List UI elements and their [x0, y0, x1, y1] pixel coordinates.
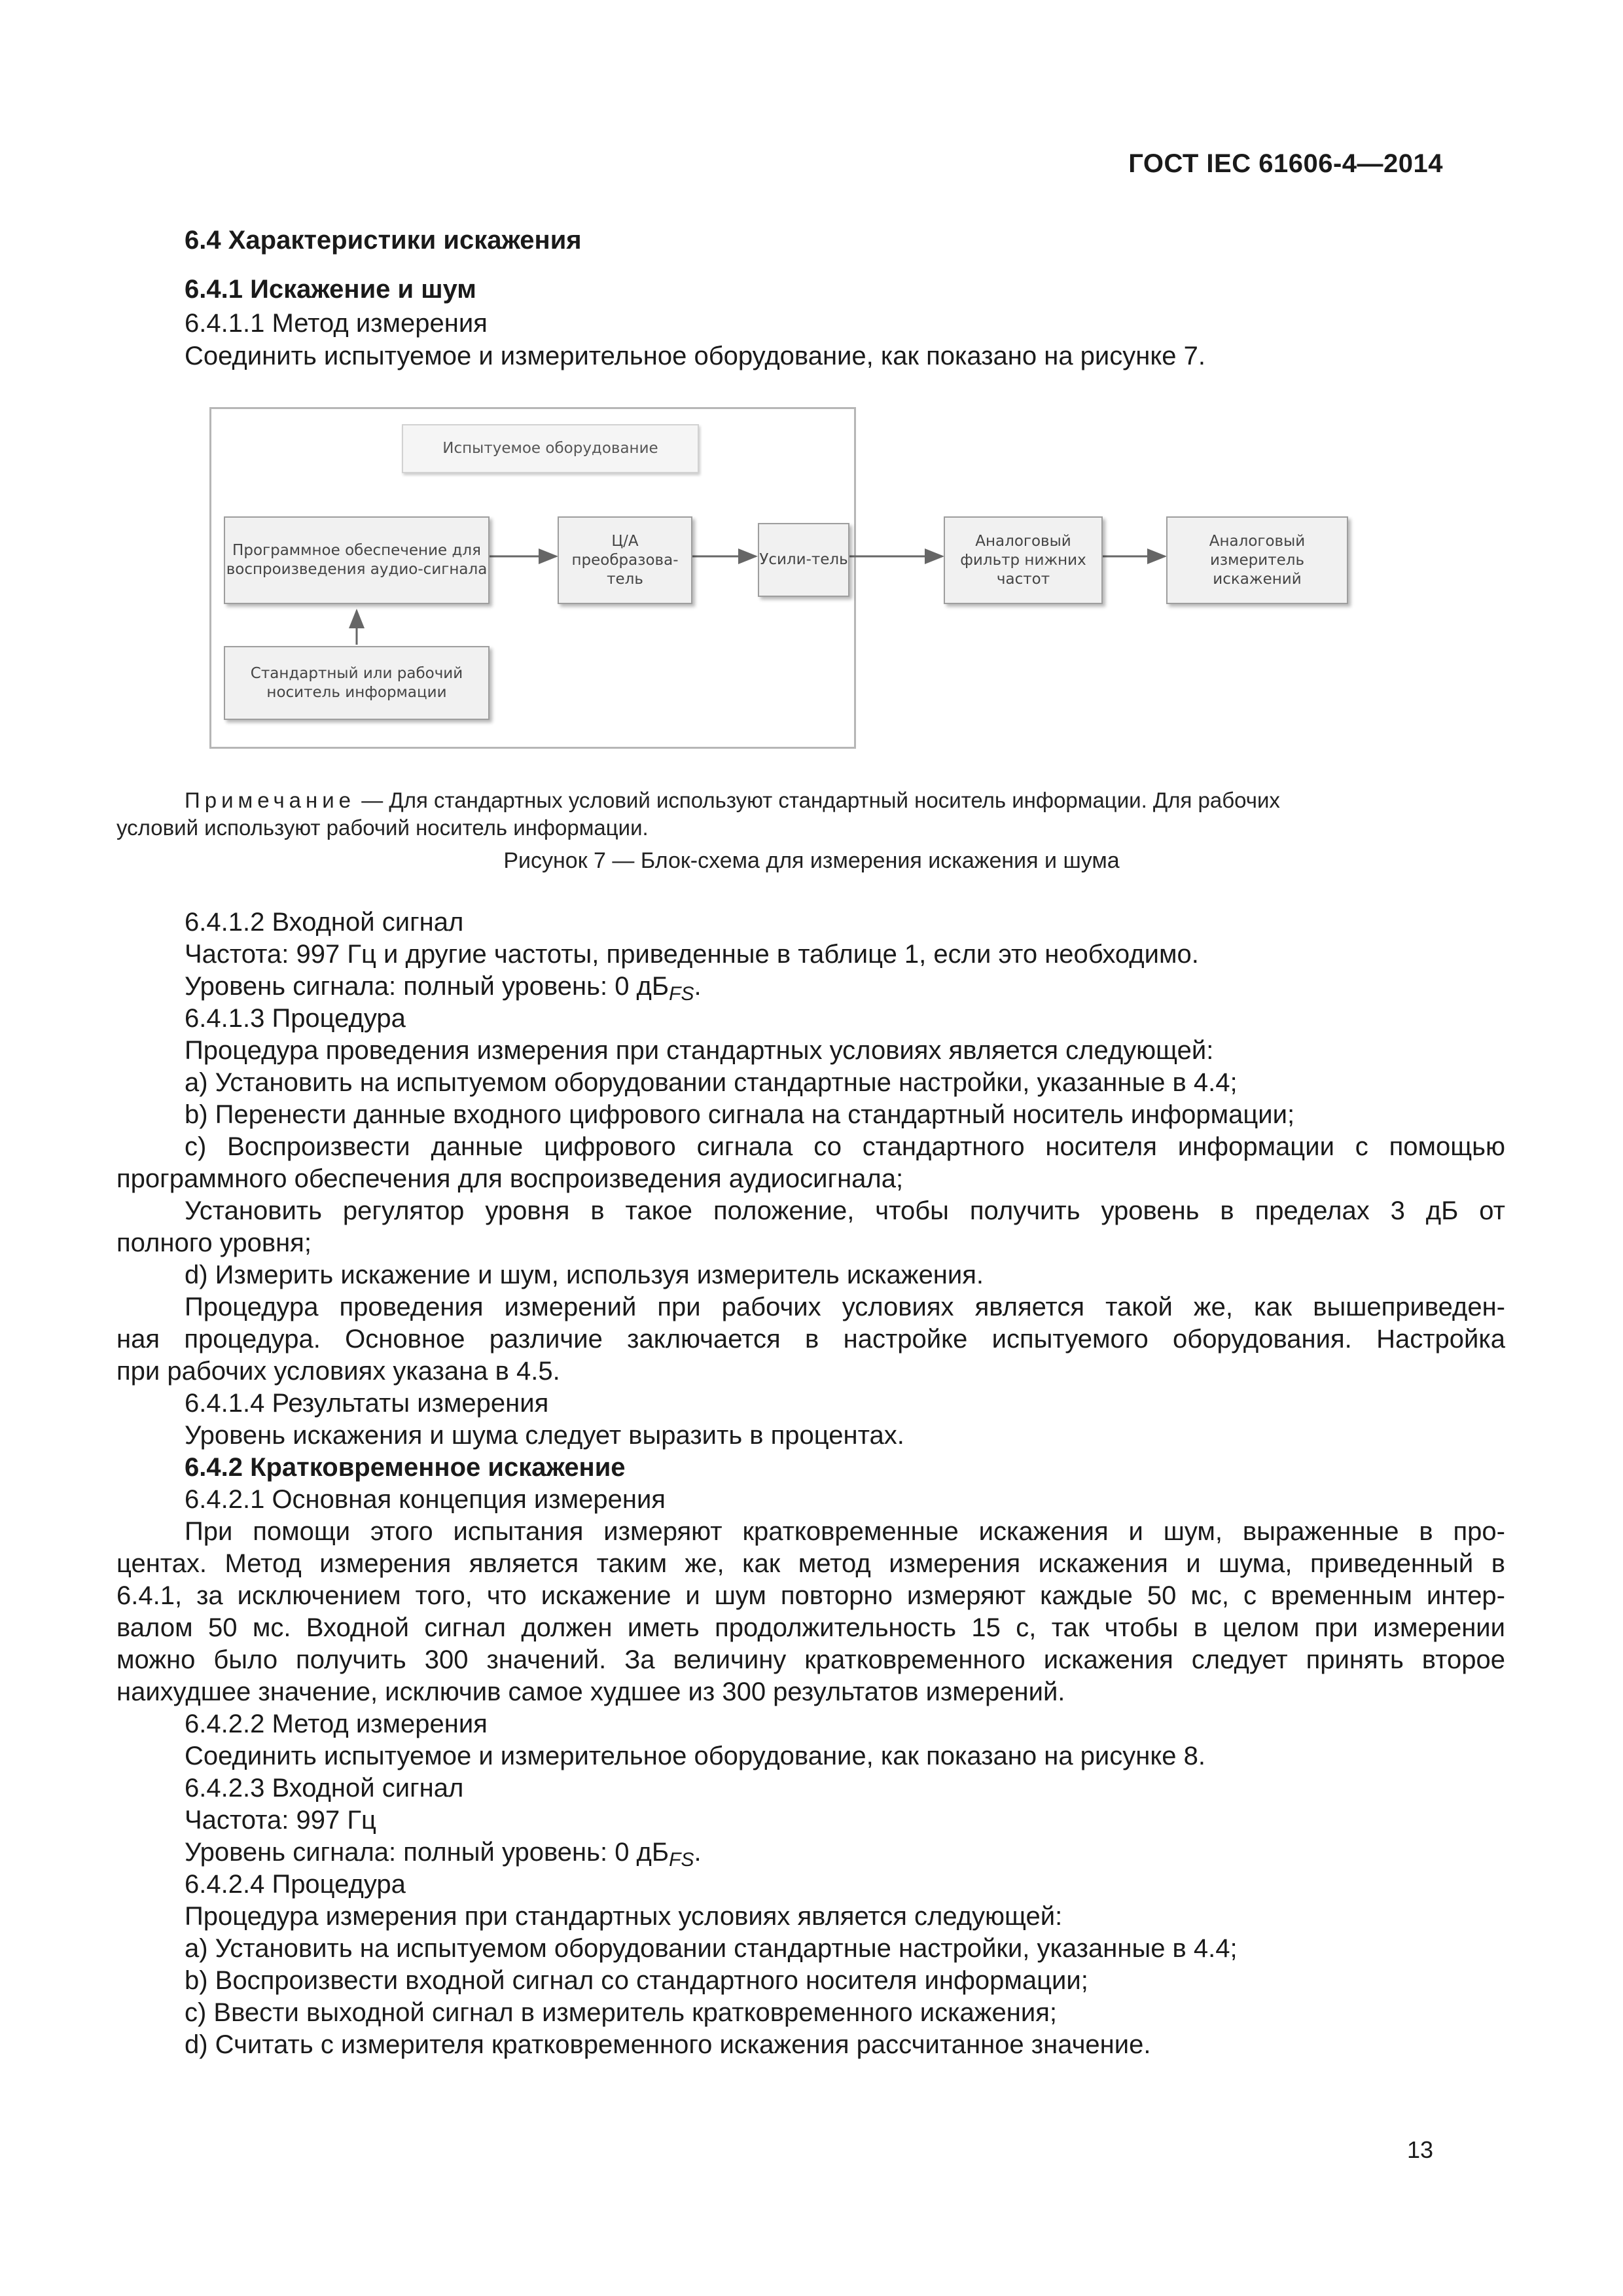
figure-note-line-2: условий используют рабочий носитель информации. — [116, 816, 649, 840]
paragraph: Процедура измерения при стандартных условиях является следующей: — [185, 1902, 1063, 1931]
paragraph-continued: наихудшее значение, исключив самое худшее из 300 результатов измерений. — [116, 1677, 1065, 1706]
paragraph: Процедура проведения измерений при рабочих условиях является такой же, как вышеприведен- — [185, 1293, 1505, 1321]
list-item: c) Ввести выходной сигнал в измеритель кратковременного искажения; — [185, 1998, 1057, 2027]
clause-heading: 6.4.1.4 Результаты измерения — [185, 1389, 549, 1418]
paragraph: Процедура проведения измерения при стандартных условиях является следующей: — [185, 1036, 1214, 1065]
paragraph-continued: можно было получить 300 значений. За величину кратковременного искажения следует принять второе — [116, 1645, 1505, 1674]
clause-heading: 6.4.2.1 Основная концепция измерения — [185, 1485, 666, 1514]
paragraph-continued: валом 50 мс. Входной сигнал должен иметь продолжительность 15 с, так чтобы в целом при измерении — [116, 1613, 1505, 1642]
list-item: a) Установить на испытуемом оборудовании стандартные настройки, указанные в 4.4; — [185, 1934, 1238, 1963]
subsection-heading: 6.4.2 Кратковременное искажение — [185, 1453, 626, 1482]
clause-heading: 6.4.1.1 Метод измерения — [185, 309, 488, 338]
list-item-continued: программного обеспечения для воспроизведения аудиосигнала; — [116, 1164, 904, 1193]
list-item: d) Считать с измерителя кратковременного искажения рассчитанное значение. — [185, 2030, 1151, 2059]
paragraph: При помощи этого испытания измеряют кратковременные искажения и шум, выраженные в про- — [185, 1517, 1505, 1546]
clause-heading: 6.4.2.4 Процедура — [185, 1870, 406, 1899]
storage-medium-box: Стандартный или рабочий носитель информации — [224, 646, 490, 720]
clause-heading: 6.4.2.3 Входной сигнал — [185, 1774, 464, 1803]
equipment-under-test-label: Испытуемое оборудование — [402, 424, 699, 473]
paragraph-continued: полного уровня; — [116, 1229, 312, 1257]
document-code: ГОСТ IEC 61606-4—2014 — [1128, 149, 1443, 178]
software-box: Программное обеспечение для воспроизведения аудио-сигнала — [224, 516, 490, 604]
note-label: Примечание — [185, 788, 356, 812]
paragraph: Соединить испытуемое и измерительное оборудование, как показано на рисунке 7. — [185, 342, 1206, 370]
figure-note-line-1: Примечание — Для стандартных условий используют стандартный носитель информации. Для рабочих — [185, 788, 1280, 812]
paragraph: Уровень сигнала: полный уровень: 0 $дБ_{FS}$. — [185, 1838, 702, 1871]
clause-heading: 6.4.1.3 Процедура — [185, 1004, 406, 1033]
list-item: b) Перенести данные входного цифрового сигнала на стандартный носитель информации; — [185, 1100, 1295, 1129]
paragraph: Уровень искажения и шума следует выразить в процентах. — [185, 1421, 904, 1450]
paragraph-continued: ная процедура. Основное различие заключается в настройке испытуемого оборудования. Настройка — [116, 1325, 1505, 1354]
subsection-heading: 6.4.1 Искажение и шум — [185, 275, 476, 304]
page-number: 13 — [1406, 2136, 1433, 2163]
section-heading: 6.4 Характеристики искажения — [185, 226, 582, 255]
amplifier-box: Усили-тель — [758, 523, 849, 597]
paragraph-continued: 6.4.1, за исключением того, что искажение и шум повторно измеряют каждые 50 мс, с временным интер- — [116, 1581, 1505, 1610]
paragraph: Установить регулятор уровня в такое положение, чтобы получить уровень в пределах 3 дБ от — [185, 1196, 1505, 1225]
paragraph: Частота: 997 Гц — [185, 1806, 376, 1835]
list-item: b) Воспроизвести входной сигнал со стандартного носителя информации; — [185, 1966, 1088, 1995]
distortion-meter-box: Аналоговый измеритель искажений — [1166, 516, 1348, 604]
paragraph: Соединить испытуемое и измерительное оборудование, как показано на рисунке 8. — [185, 1742, 1206, 1770]
paragraph: Частота: 997 Гц и другие частоты, приведенные в таблице 1, если это необходимо. — [185, 940, 1199, 969]
dac-box: Ц/А преобразова-тель — [558, 516, 692, 604]
list-item: c) Воспроизвести данные цифрового сигнала со стандартного носителя информации с помощью — [185, 1132, 1505, 1161]
lowpass-filter-box: Аналоговый фильтр нижних частот — [944, 516, 1103, 604]
list-item: a) Установить на испытуемом оборудовании стандартные настройки, указанные в 4.4; — [185, 1068, 1238, 1097]
paragraph: Уровень сигнала: полный уровень: 0 $дБ_{FS}$. — [185, 972, 702, 1005]
clause-heading: 6.4.2.2 Метод измерения — [185, 1710, 488, 1738]
clause-heading: 6.4.1.2 Входной сигнал — [185, 908, 464, 937]
paragraph-continued: при рабочих условиях указана в 4.5. — [116, 1357, 560, 1386]
list-item: d) Измерить искажение и шум, используя измеритель искажения. — [185, 1261, 984, 1289]
paragraph-continued: центах. Метод измерения является таким же, как метод измерения искажения и шума, приведенный в — [116, 1549, 1505, 1578]
figure-caption: Рисунок 7 — Блок-схема для измерения искажения и шума — [503, 848, 1120, 873]
